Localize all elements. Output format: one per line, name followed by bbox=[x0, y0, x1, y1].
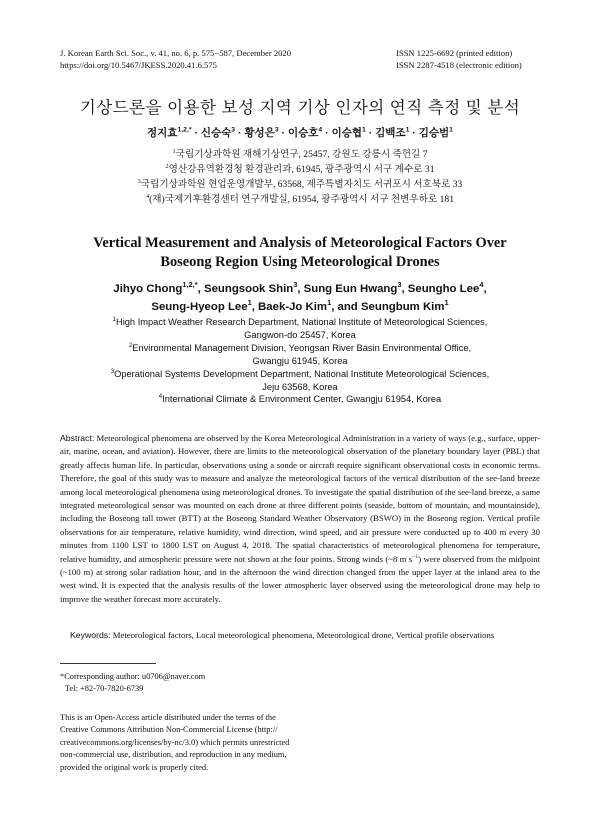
english-affiliation: $^4$International Climate & Environment Center, Gwangju 61954, Korea bbox=[158, 394, 442, 405]
korean-author: 황성은$^3$ bbox=[244, 126, 279, 139]
korean-affiliations bbox=[0, 147, 600, 207]
korean-author: 김승범$^1$ bbox=[418, 126, 453, 139]
english-title: Vertical Measurement and Analysis of Meteorological Factors Over Boseong Region Using Meteorological Drones bbox=[93, 235, 507, 270]
doi-link[interactable]: https://doi.org/10.5467/JKESS.2020.41.6.575 bbox=[60, 60, 217, 71]
issn-electronic: ISSN 2287-4518 (electronic edition) bbox=[396, 60, 522, 71]
journal-header bbox=[60, 47, 291, 72]
korean-author: 신승숙$^3$ bbox=[200, 126, 236, 139]
footnote-divider bbox=[60, 663, 156, 664]
english-affiliation: $^2$Environmental Management Division, Yeongsan River Basin Environmental Office, bbox=[128, 342, 472, 353]
english-authors-line1: Jihyo Chong$^{1,2,*}$, Seungsook Shin$^3$, Sung Eun Hwang$^3$, Seungho Lee$^4$, bbox=[113, 280, 487, 295]
keywords-label: Keywords: bbox=[70, 630, 111, 640]
telephone: Tel: +82-70-7820-6739 bbox=[65, 684, 144, 694]
korean-affiliation: $^1$국립기상과학원 재해기상연구, 25457, 강원도 강릉시 죽헌길 7 bbox=[172, 147, 428, 160]
journal-citation: J. Korean Earth Sci. Soc., v. 41, no. 6, p. 575−587, December 2020 bbox=[60, 48, 292, 58]
korean-authors: 정지효$^{1,2,*}$ · 신승숙$^3$ · 황성은$^3$ · 이승호$^4$ · 이승협$^1$ · 김백조$^1$ · 김승범$^1$ bbox=[147, 126, 453, 139]
corresponding-footnote bbox=[60, 671, 205, 696]
english-affiliation: $^3$Operational Systems Development Department, National Institute Meteorological Sciences, bbox=[110, 368, 490, 379]
keywords bbox=[70, 629, 540, 641]
english-authors-line2: Seung-Hyeop Lee$^1$, Baek-Jo Kim$^1$, and Seungbum Kim$^1$ bbox=[151, 297, 449, 313]
korean-author: 정지효$^{1,2,*}$ bbox=[147, 126, 192, 139]
license-note: This is an Open-Access article distributed under the terms of the Creative Commons Attribution Non-Commercial License (http:// creativecommons.org/licenses/by-nc/3.0) which permits unrestricted non-commercial use, distribution, and reproduction in any medium, provided the original work is properly cited. bbox=[60, 713, 290, 772]
korean-title: 기상드론을 이용한 보성 지역 기상 인자의 연직 측정 및 분석 bbox=[79, 99, 521, 117]
english-authors bbox=[0, 281, 600, 316]
english-affiliation: $^1$High Impact Weather Research Department, National Institute of Meteorological Sciences, bbox=[112, 316, 488, 327]
abstract-label: Abstract: bbox=[60, 433, 95, 443]
issn-header bbox=[396, 47, 522, 72]
korean-author: 이승호$^4$ bbox=[287, 126, 323, 139]
keywords-text: Meteorological factors, Local meteorological phenomena, Meteorological drone, Vertical profile observations bbox=[112, 630, 495, 640]
abstract: Abstract: Meteorological phenomena are observed by the Korea Meteorological Administration in a variety of ways (e.g., surface, upper-air, marine, ocean, and aviation). However, there are limits to the meteorological observation of the planetary boundary layer (PBL) that greatly affects human life. In particular, observations using a sonde or aircraft require significant observational costs in economic terms. Therefore, the goal of this study was to measure and analyze the meteorological factors of the vertical distribution of the see-land breeze among local meteorological phenomena using meteorological drones. To investigate the spatial distribution of the see-land breeze, a same integrated meteorological sensor was mounted on each drone at three different points (seaside, bottom of mountain, and mountainside), including the Boseong tall tower (BTT) at the Boseong Standard Weather Observatory (BSWO) in the Boseong region. Vertical profile observations for air temperature, relative humidity, wind direction, wind speed, and air pressure were conducted up to 400 m every 30 minutes from 1100 LST to 1800 LST on August 4, 2018. The spatial characteristics of meteorological phenomena for temperature, relative humidity, and atmospheric pressure were not shown at the four points. Strong winds (~8 m $s^{-1}$) were observed from the midpoint (~100 m) at strong solar radiation hour, and in the afternoon the wind direction changed from the upper layer at the inland area to the west wind. It is expected that the analysis results of the lower atmospheric layer observed using the meteorological drone may help to improve the weather forecast more accurately. bbox=[60, 433, 541, 604]
abstract-text: Meteorological phenomena are observed by the Korea Meteorological Administration in a variety of ways (e.g., surface, upper-air, marine, ocean, and aviation). However, there are limits to the meteorological observation of the planetary boundary layer (PBL) that greatly affects human life. In particular, observations using a sonde or aircraft require significant observational costs in economic terms. Therefore, the goal of this study was to measure and analyze the meteorological factors of the vertical distribution of the see-land breeze among local meteorological phenomena using meteorological drones. To investigate the spatial distribution of the see-land breeze, a same integrated meteorological sensor was mounted on each drone at three different points (seaside, bottom of mountain, and mountainside), including the Boseong tall tower (BTT) at the Boseong Standard Weather Observatory (BSWO) in the Boseong region. Vertical profile observations for air temperature, relative humidity, wind direction, wind speed, and air pressure were conducted up to 400 m every 30 minutes from 1100 LST to 1800 LST on August 4, 2018. The spatial characteristics of meteorological phenomena for temperature, relative humidity, and atmospheric pressure were not shown at the four points. Strong winds (~8 m s bbox=[60, 433, 541, 564]
korean-affiliation: $^2$영산강유역환경청 환경관리과, 61945, 광주광역시 서구 계수로 31 bbox=[165, 162, 435, 175]
english-affiliations: $^1$High Impact Weather Research Department, National Institute of Meteorological Sciences, Gangwon-do 25457, Korea $^2$Environmental Management Division, Yeongsan River Basin Environmental Office, Gwangju 61945, Korea $^3$Operational Systems Development Department, National Institute Meteorological Sciences, Jeju 63568, Korea $^4$International Climate & Environment Center, Gwangju 61954, Korea bbox=[0, 316, 600, 406]
corresponding-author[interactable]: *Corresponding author: u0706@naver.com bbox=[60, 672, 206, 681]
korean-affiliation: $^4$(재)국제기후환경센터 연구개발실, 61954, 광주광역시 서구 천변우하로 181 bbox=[145, 192, 455, 205]
korean-author: 김백조$^1$ bbox=[375, 126, 410, 139]
issn-print: ISSN 1225-6692 (printed edition) bbox=[396, 48, 513, 58]
korean-affiliation: $^3$국립기상과학원 현업운영개발부, 63568, 제주특별자치도 서귀포시 서호북로 33 bbox=[137, 177, 463, 190]
korean-author: 이승협$^1$ bbox=[331, 126, 366, 139]
abstract-text-cont: ) were observed from the midpoint (~100 m) at strong solar radiation hour, and in the afternoon the wind direction changed from the upper layer at the inland area to the west wind. It is expected that the analysis results of the lower atmospheric layer observed using the meteorological drone may help to improve the weather forecast more accurately. bbox=[60, 553, 540, 604]
